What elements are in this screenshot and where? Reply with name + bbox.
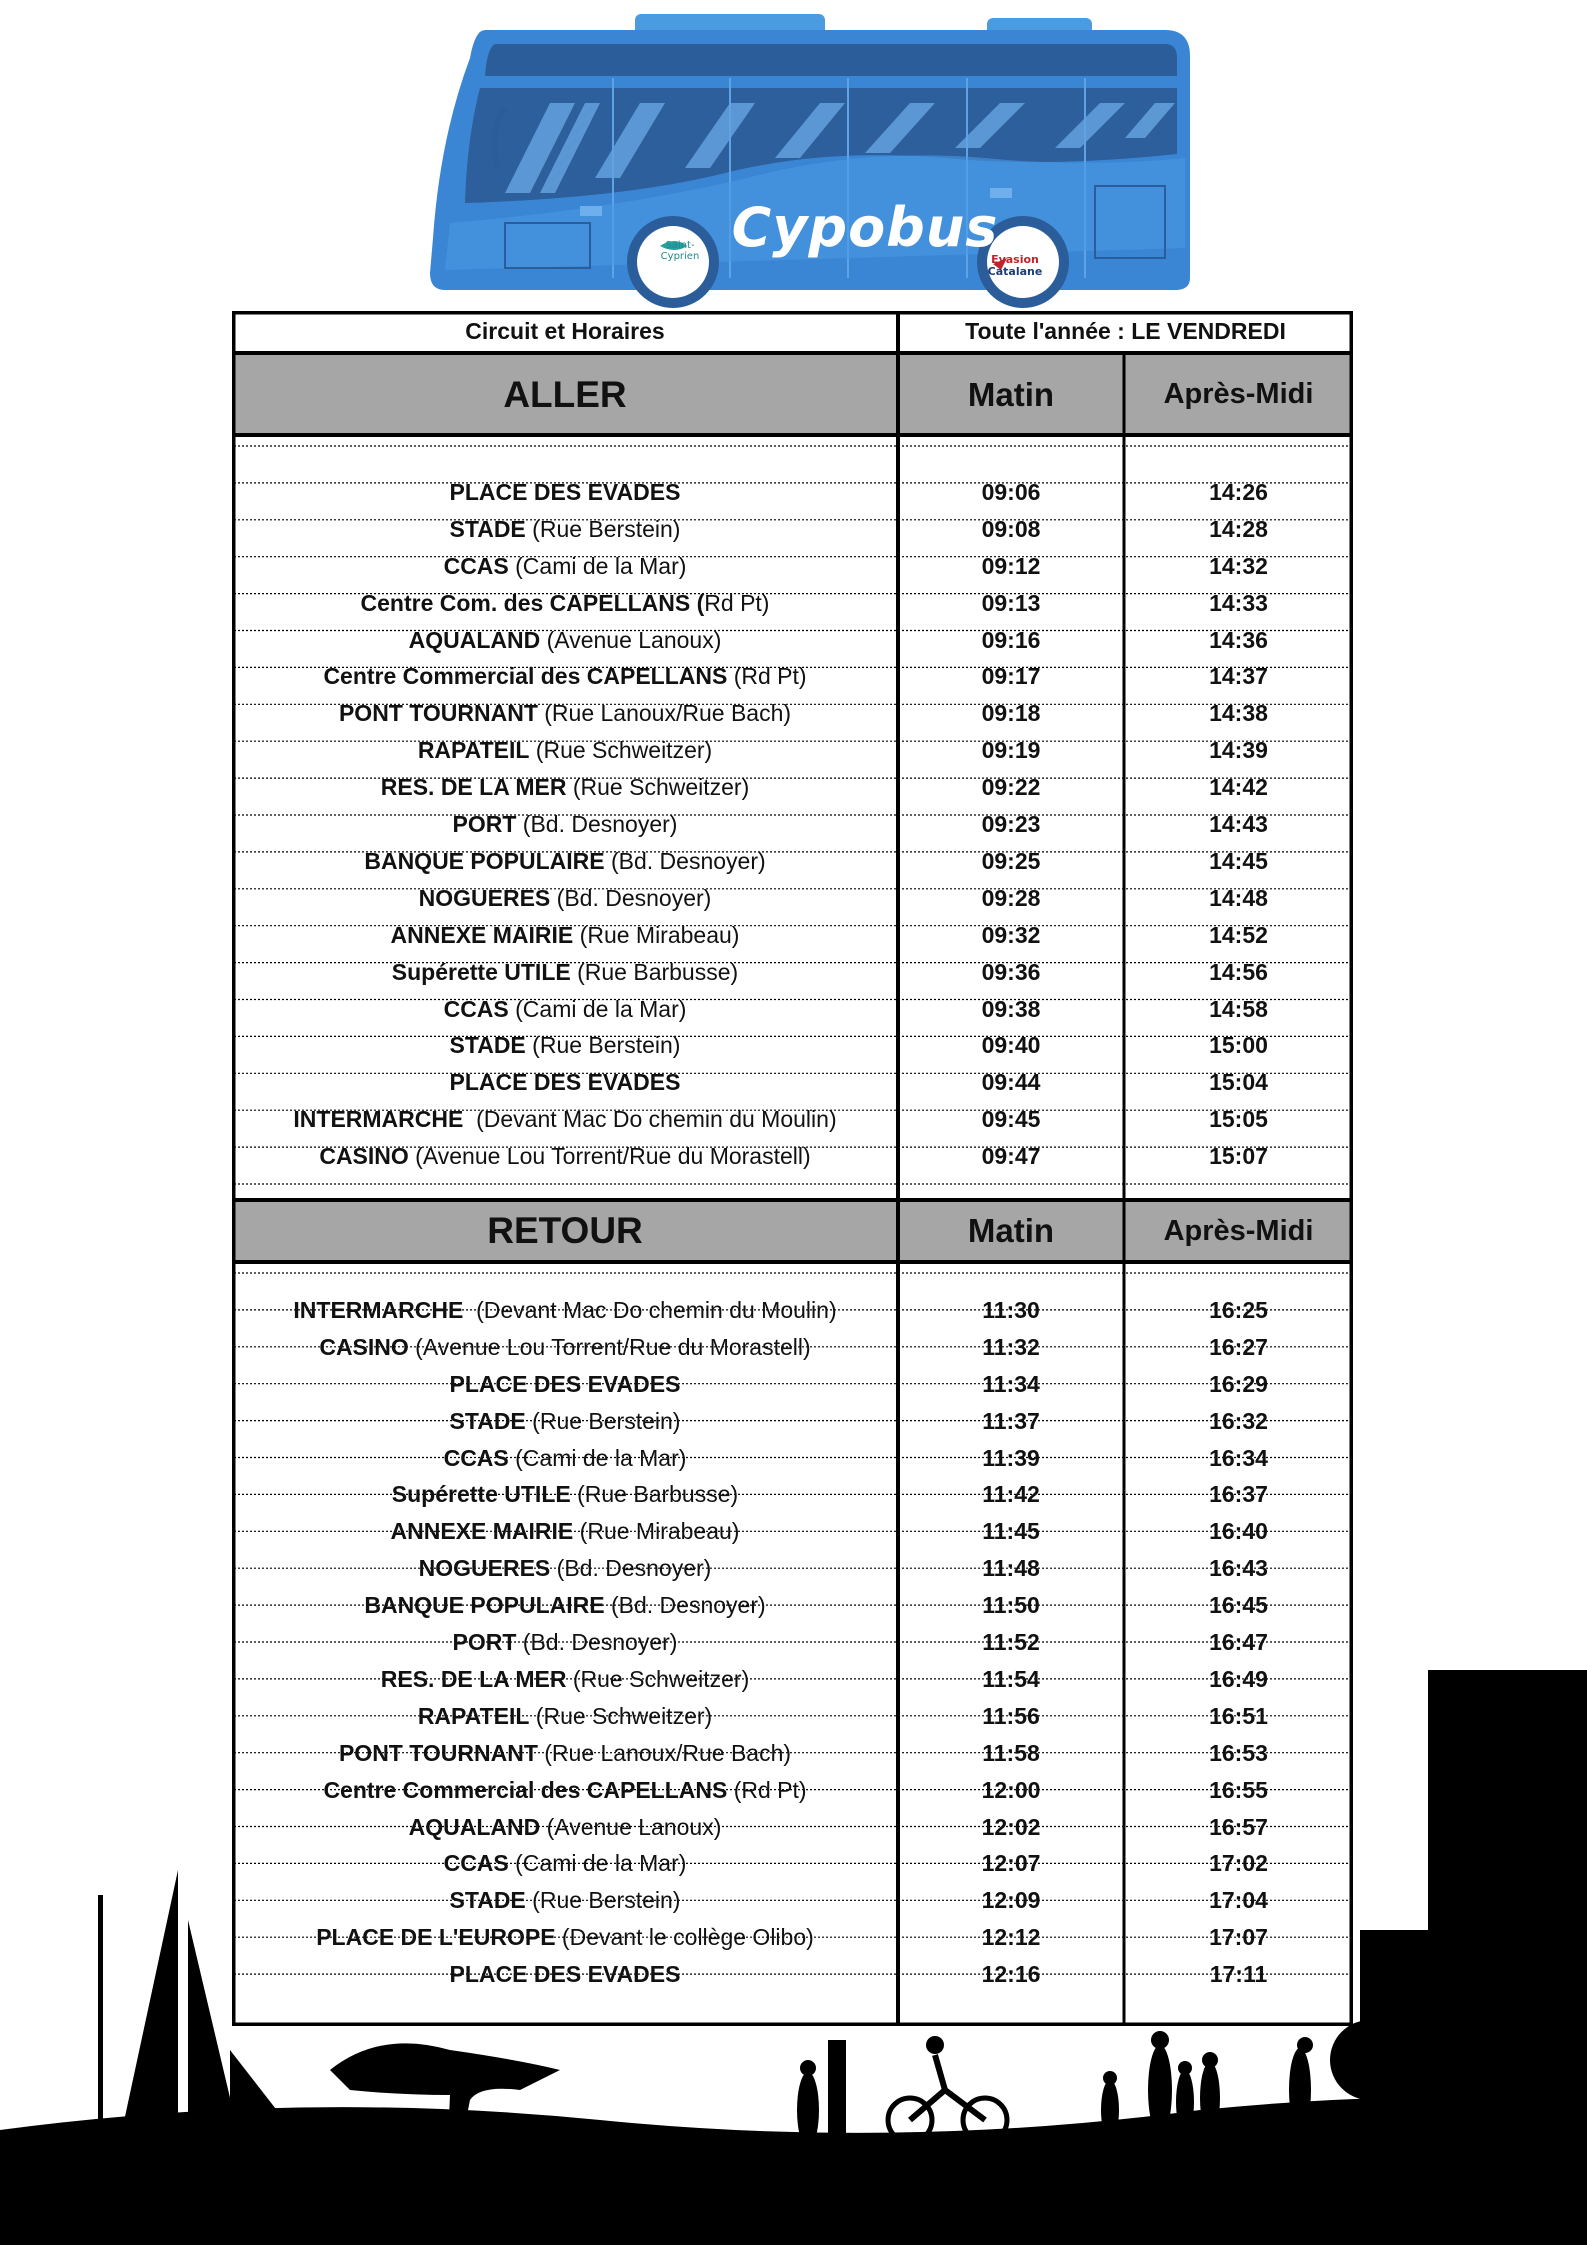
stop-detail: (Cami de la Mar) <box>508 1444 687 1471</box>
time-apres-midi: 16:29 <box>1209 1370 1268 1397</box>
time-apres-midi: 16:55 <box>1209 1776 1268 1803</box>
stop-name-bold: PLACE DES EVADES <box>449 478 681 505</box>
time-matin: 09:45 <box>981 1106 1041 1133</box>
time-matin: 11:48 <box>982 1555 1040 1582</box>
stop-name-bold: PONT TOURNANT <box>338 1739 538 1766</box>
stop-name-bold: CCAS <box>443 552 509 579</box>
time-apres-midi: 15:05 <box>1209 1106 1268 1133</box>
stop-name-bold: PLACE DES EVADES <box>449 1069 681 1096</box>
time-apres-midi: 16:47 <box>1209 1629 1268 1656</box>
stop-name <box>232 1101 898 1138</box>
time-matin: 09:16 <box>981 626 1041 653</box>
time-matin: 11:34 <box>982 1370 1040 1397</box>
time-apres-midi: 14:56 <box>1209 958 1268 985</box>
time-apres-midi: 14:32 <box>1209 552 1268 579</box>
time-matin: 09:18 <box>981 700 1041 727</box>
stop-name-bold: PLACE DES EVADES <box>449 1961 681 1988</box>
stop-name-bold: CCAS <box>443 1444 509 1471</box>
town-skyline-silhouette <box>0 1670 1587 2245</box>
stop-name-bold: RES. DE LA MER <box>380 774 567 801</box>
stop-name-bold: Centre Com. des CAPELLANS ( <box>360 589 705 616</box>
stop-detail: (Rue Barbusse) <box>570 1481 739 1508</box>
stop-name-bold: BANQUE POPULAIRE <box>364 847 605 874</box>
time-apres-midi: 16:37 <box>1209 1481 1268 1508</box>
stop-detail: (Rue Berstein) <box>525 1887 681 1914</box>
time-apres-midi: 17:04 <box>1209 1887 1268 1914</box>
time-matin: 09:40 <box>981 1032 1041 1059</box>
time-matin: 09:22 <box>981 774 1041 801</box>
time-apres-midi: 14:38 <box>1209 700 1268 727</box>
time-matin: 09:13 <box>981 589 1041 616</box>
time-matin: 09:12 <box>981 552 1041 579</box>
time-apres-midi: 14:58 <box>1209 995 1268 1022</box>
stop-name <box>232 1329 898 1366</box>
time-matin: 12:16 <box>981 1961 1041 1988</box>
stop-name <box>232 843 898 880</box>
time-matin: 09:32 <box>981 921 1041 948</box>
time-matin: 11:39 <box>982 1444 1040 1471</box>
stop-detail: (Rue Berstein) <box>525 1032 681 1059</box>
logo-right-line2: Catalane <box>987 265 1043 278</box>
stop-name-bold: ANNEXE MAIRIE <box>390 921 574 948</box>
time-apres-midi: 16:40 <box>1209 1518 1268 1545</box>
time-matin: 09:47 <box>981 1143 1041 1170</box>
time-apres-midi: 14:43 <box>1209 811 1268 838</box>
stop-name-bold: PONT TOURNANT <box>338 700 538 727</box>
stop-name-bold: BANQUE POPULAIRE <box>364 1592 605 1619</box>
time-matin: 09:19 <box>981 737 1041 764</box>
stop-name-bold: PORT <box>452 1629 517 1656</box>
stop-detail: (Cami de la Mar) <box>508 995 687 1022</box>
stop-detail: (Rue Schweitzer) <box>529 737 713 764</box>
stop-name-bold: NOGUERES <box>418 884 551 911</box>
stop-name <box>232 917 898 954</box>
time-matin: 11:42 <box>982 1481 1040 1508</box>
time-matin: 09:36 <box>981 958 1041 985</box>
stop-detail: (Rue Mirabeau) <box>573 1518 740 1545</box>
stop-name <box>232 806 898 843</box>
time-apres-midi: 14:48 <box>1209 884 1268 911</box>
stop-detail: (Cami de la Mar) <box>508 552 687 579</box>
stop-name <box>232 1624 898 1661</box>
stop-name-bold: RAPATEIL <box>417 1702 530 1729</box>
time-apres-midi: 16:57 <box>1209 1813 1268 1840</box>
stop-name <box>232 1403 898 1440</box>
stop-name <box>232 695 898 732</box>
stop-name <box>232 548 898 585</box>
time-apres-midi: 16:43 <box>1209 1555 1268 1582</box>
stop-name <box>232 880 898 917</box>
header-schedule: Toute l'année : LE VENDREDI <box>965 317 1286 344</box>
stop-detail: (Bd. Desnoyer) <box>550 884 712 911</box>
time-matin: 09:08 <box>981 515 1041 542</box>
time-matin: 12:00 <box>981 1776 1041 1803</box>
stop-name-bold: NOGUERES <box>418 1555 551 1582</box>
stop-name <box>232 1440 898 1477</box>
col-header-apres-midi-aller: Après-Midi <box>1163 378 1314 410</box>
stop-detail: (Rue Barbusse) <box>570 958 739 985</box>
stop-detail: (Bd. Desnoyer) <box>604 1592 766 1619</box>
stop-name-bold: CCAS <box>443 995 509 1022</box>
stop-name <box>232 732 898 769</box>
time-matin: 12:02 <box>981 1813 1041 1840</box>
time-apres-midi: 16:34 <box>1209 1444 1268 1471</box>
stop-detail: (Bd. Desnoyer) <box>516 811 678 838</box>
stop-name-bold: INTERMARCHE <box>293 1106 464 1133</box>
time-apres-midi: 15:04 <box>1209 1069 1268 1096</box>
stop-name <box>232 1366 898 1403</box>
stop-name-bold: AQUALAND <box>408 1813 541 1840</box>
time-matin: 09:23 <box>981 811 1041 838</box>
time-apres-midi: 16:45 <box>1209 1592 1268 1619</box>
col-header-matin-aller: Matin <box>967 375 1055 413</box>
stop-detail: (Avenue Lanoux) <box>540 1813 722 1840</box>
stop-name <box>232 1028 898 1065</box>
time-apres-midi: 16:51 <box>1209 1702 1268 1729</box>
time-apres-midi: 14:36 <box>1209 626 1268 653</box>
time-apres-midi: 16:25 <box>1209 1296 1268 1323</box>
section-title-retour: RETOUR <box>487 1210 643 1251</box>
stop-name-bold: STADE <box>449 515 526 542</box>
stop-detail: (Bd. Desnoyer) <box>516 1629 678 1656</box>
stop-detail: (Rue Schweitzer) <box>529 1702 713 1729</box>
stop-name-bold: CASINO <box>319 1333 409 1360</box>
time-matin: 11:30 <box>982 1296 1040 1323</box>
time-matin: 11:58 <box>982 1739 1040 1766</box>
time-apres-midi: 17:02 <box>1209 1850 1268 1877</box>
stop-name-bold: ANNEXE MAIRIE <box>390 1518 574 1545</box>
evasion-catalane-logo <box>980 254 1050 278</box>
time-matin: 11:45 <box>982 1518 1040 1545</box>
stop-name-bold: Supérette UTILE <box>391 958 571 985</box>
stop-name <box>232 1587 898 1624</box>
stop-detail: Rd Pt) <box>704 589 770 616</box>
time-apres-midi: 16:32 <box>1209 1407 1268 1434</box>
time-apres-midi: 16:53 <box>1209 1739 1268 1766</box>
stop-name-bold: AQUALAND <box>408 626 541 653</box>
time-matin: 11:54 <box>982 1665 1040 1692</box>
stop-name <box>232 511 898 548</box>
stop-name-bold: PORT <box>452 811 517 838</box>
stop-detail: (Rd Pt) <box>727 663 807 690</box>
stop-name-bold: CASINO <box>319 1143 409 1170</box>
stop-detail: (Rd Pt) <box>727 1776 807 1803</box>
stop-name-bold: STADE <box>449 1887 526 1914</box>
stop-name-bold: STADE <box>449 1032 526 1059</box>
stop-name <box>232 659 898 696</box>
time-matin: 12:07 <box>981 1850 1041 1877</box>
time-apres-midi: 14:39 <box>1209 737 1268 764</box>
stop-name-bold: Centre Commercial des CAPELLANS <box>323 1776 728 1803</box>
time-apres-midi: 14:37 <box>1209 663 1268 690</box>
stop-detail: (Rue Berstein) <box>525 515 681 542</box>
stop-name-bold: Centre Commercial des CAPELLANS <box>323 663 728 690</box>
stop-detail: (Rue Schweitzer) <box>566 1665 750 1692</box>
stop-detail: (Rue Mirabeau) <box>573 921 740 948</box>
stop-detail: (Avenue Lanoux) <box>540 626 722 653</box>
col-header-matin-retour: Matin <box>967 1212 1055 1249</box>
time-matin: 09:38 <box>981 995 1041 1022</box>
time-matin: 09:25 <box>981 847 1041 874</box>
stop-detail: (Cami de la Mar) <box>508 1850 687 1877</box>
stop-name <box>232 954 898 991</box>
time-matin: 11:32 <box>982 1333 1040 1360</box>
time-apres-midi: 16:49 <box>1209 1665 1268 1692</box>
time-apres-midi: 17:07 <box>1209 1924 1268 1951</box>
stop-detail: (Devant Mac Do chemin du Moulin) <box>463 1106 837 1133</box>
stop-name-bold: RES. DE LA MER <box>380 1665 567 1692</box>
stop-detail: (Rue Lanoux/Rue Bach) <box>537 1739 792 1766</box>
time-matin: 11:56 <box>982 1702 1040 1729</box>
stop-name <box>232 1138 898 1175</box>
time-apres-midi: 14:28 <box>1209 515 1268 542</box>
time-apres-midi: 16:27 <box>1209 1333 1268 1360</box>
stop-name-bold: PLACE DE L'EUROPE <box>316 1924 556 1951</box>
time-matin: 09:44 <box>981 1069 1041 1096</box>
stop-name <box>232 1064 898 1101</box>
stop-detail: (Devant le collège Olibo) <box>555 1924 814 1951</box>
time-matin: 12:12 <box>981 1924 1041 1951</box>
time-apres-midi: 14:26 <box>1209 478 1268 505</box>
time-matin: 09:17 <box>981 663 1041 690</box>
time-apres-midi: 14:45 <box>1209 847 1268 874</box>
stop-name-bold: CCAS <box>443 1850 509 1877</box>
logo-right-line1: Evasion <box>991 253 1039 266</box>
stop-detail: (Bd. Desnoyer) <box>550 1555 712 1582</box>
bus-illustration <box>425 8 1205 308</box>
stop-name <box>232 474 898 511</box>
stop-name <box>232 1292 898 1329</box>
time-matin: 12:09 <box>981 1887 1041 1914</box>
bus-title: Cypobus <box>731 196 999 259</box>
time-apres-midi: 17:11 <box>1209 1961 1268 1988</box>
stop-detail: (Rue Berstein) <box>525 1407 681 1434</box>
stop-name-bold: PLACE DES EVADES <box>449 1370 681 1397</box>
stop-detail: (Avenue Lou Torrent/Rue du Morastell) <box>408 1143 811 1170</box>
stop-name-bold: Supérette UTILE <box>391 1481 571 1508</box>
time-apres-midi: 15:00 <box>1209 1032 1268 1059</box>
stop-name <box>232 1477 898 1514</box>
time-matin: 11:50 <box>982 1592 1040 1619</box>
time-apres-midi: 15:07 <box>1209 1143 1268 1170</box>
stop-name <box>232 1550 898 1587</box>
header-circuit: Circuit et Horaires <box>465 317 665 344</box>
time-apres-midi: 14:33 <box>1209 589 1268 616</box>
time-matin: 09:06 <box>981 478 1041 505</box>
stop-name-bold: STADE <box>449 1407 526 1434</box>
col-header-apres-midi-retour: Après-Midi <box>1163 1214 1314 1247</box>
stop-detail: (Rue Lanoux/Rue Bach) <box>537 700 792 727</box>
time-matin: 11:37 <box>982 1407 1040 1434</box>
section-title-aller: ALLER <box>503 373 627 415</box>
stop-name <box>232 622 898 659</box>
time-apres-midi: 14:52 <box>1209 921 1268 948</box>
saint-cyprien-logo: Saint-Cyprien <box>660 240 700 262</box>
stop-name-bold: RAPATEIL <box>417 737 530 764</box>
stop-name <box>232 991 898 1028</box>
stop-name <box>232 1513 898 1550</box>
time-matin: 09:28 <box>981 884 1041 911</box>
stop-name <box>232 585 898 622</box>
time-apres-midi: 14:42 <box>1209 774 1268 801</box>
stop-name-bold: INTERMARCHE <box>293 1296 464 1323</box>
time-matin: 11:52 <box>982 1629 1040 1656</box>
stop-detail: (Devant Mac Do chemin du Moulin) <box>463 1296 837 1323</box>
stop-detail: (Bd. Desnoyer) <box>604 847 766 874</box>
stop-name <box>232 769 898 806</box>
stop-detail: (Rue Schweitzer) <box>566 774 750 801</box>
stop-detail: (Avenue Lou Torrent/Rue du Morastell) <box>408 1333 811 1360</box>
